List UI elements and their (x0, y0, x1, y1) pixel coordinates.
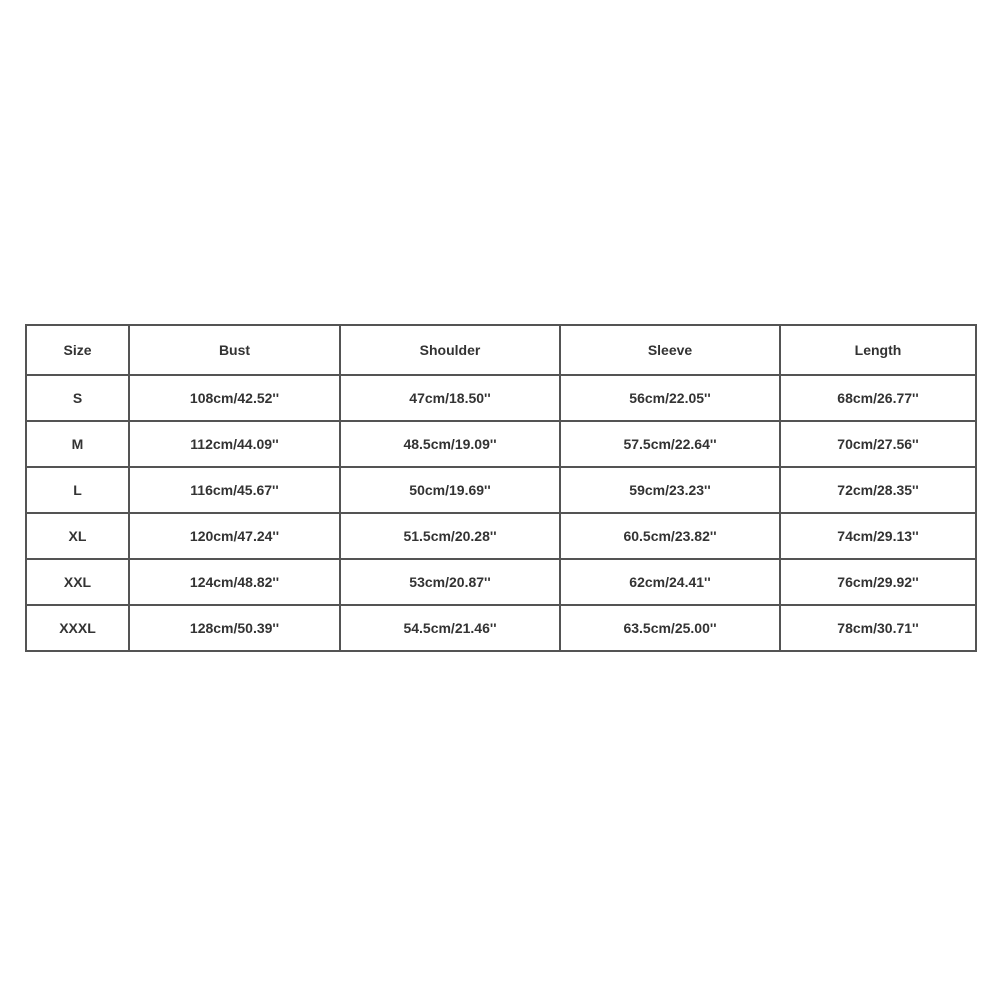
size-chart-table (25, 324, 977, 652)
cell-length: 70cm/27.56'' (780, 421, 976, 467)
cell-shoulder: 48.5cm/19.09'' (340, 421, 560, 467)
cell-shoulder: 53cm/20.87'' (340, 559, 560, 605)
cell-length: 76cm/29.92'' (780, 559, 976, 605)
cell-sleeve: 57.5cm/22.64'' (560, 421, 780, 467)
cell-shoulder: 51.5cm/20.28'' (340, 513, 560, 559)
cell-shoulder: 47cm/18.50'' (340, 375, 560, 421)
table-row (26, 513, 976, 559)
cell-sleeve: 59cm/23.23'' (560, 467, 780, 513)
size-chart-body (26, 375, 976, 651)
table-row (26, 375, 976, 421)
cell-sleeve: 62cm/24.41'' (560, 559, 780, 605)
cell-size: L (26, 467, 129, 513)
header-size: Size (26, 325, 129, 375)
size-chart-header (26, 325, 976, 375)
cell-shoulder: 54.5cm/21.46'' (340, 605, 560, 651)
cell-length: 68cm/26.77'' (780, 375, 976, 421)
cell-shoulder: 50cm/19.69'' (340, 467, 560, 513)
header-shoulder: Shoulder (340, 325, 560, 375)
cell-bust: 128cm/50.39'' (129, 605, 340, 651)
cell-sleeve: 60.5cm/23.82'' (560, 513, 780, 559)
cell-bust: 120cm/47.24'' (129, 513, 340, 559)
cell-size: XXL (26, 559, 129, 605)
cell-size: M (26, 421, 129, 467)
cell-length: 78cm/30.71'' (780, 605, 976, 651)
cell-length: 72cm/28.35'' (780, 467, 976, 513)
cell-sleeve: 63.5cm/25.00'' (560, 605, 780, 651)
cell-size: S (26, 375, 129, 421)
header-bust: Bust (129, 325, 340, 375)
cell-size: XL (26, 513, 129, 559)
table-row (26, 421, 976, 467)
cell-bust: 124cm/48.82'' (129, 559, 340, 605)
cell-bust: 112cm/44.09'' (129, 421, 340, 467)
table-row (26, 559, 976, 605)
cell-bust: 116cm/45.67'' (129, 467, 340, 513)
cell-sleeve: 56cm/22.05'' (560, 375, 780, 421)
header-row (26, 325, 976, 375)
cell-size: XXXL (26, 605, 129, 651)
table-row (26, 605, 976, 651)
header-length: Length (780, 325, 976, 375)
table-row (26, 467, 976, 513)
cell-bust: 108cm/42.52'' (129, 375, 340, 421)
header-sleeve: Sleeve (560, 325, 780, 375)
cell-length: 74cm/29.13'' (780, 513, 976, 559)
